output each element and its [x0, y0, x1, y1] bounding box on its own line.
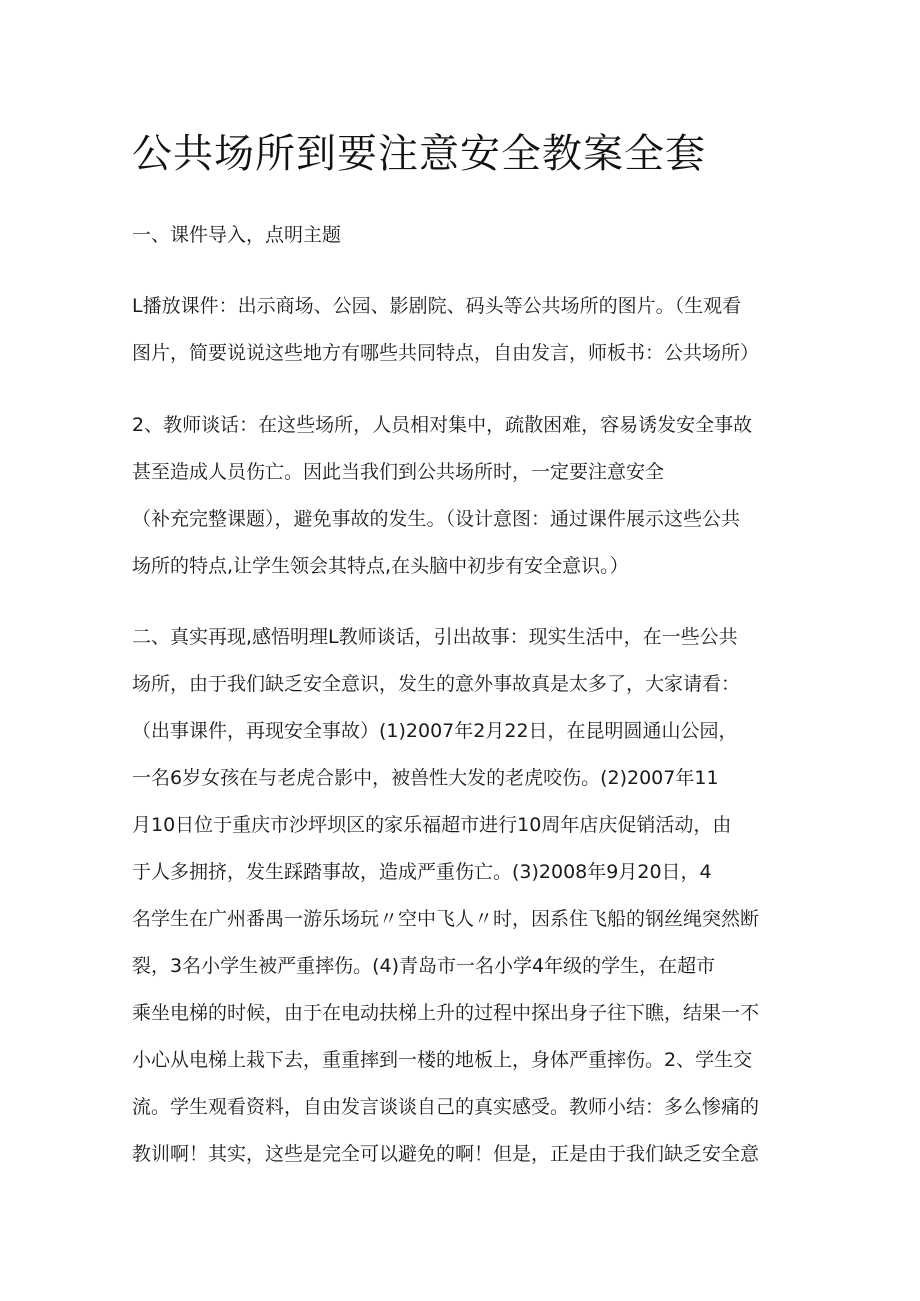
paragraph-1 [132, 283, 800, 377]
paragraph-3 [132, 614, 800, 1178]
document-title: 公共场所到要注意安全教案全套 [132, 131, 706, 177]
paragraph-line: L播放课件：出示商场、公园、影剧院、码头等公共场所的图片。（生观看 [132, 295, 742, 317]
paragraph-line: （出事课件，再现安全事故）(1)2007年2月22日，在昆明圆通山公园， [132, 720, 738, 742]
paragraph-line: 于人多拥挤，发生踩踏事故，造成严重伤亡。(3)2008年9月20日，4 [132, 861, 712, 883]
paragraph-line: 2、教师谈话：在这些场所，人员相对集中，疏散困难，容易诱发安全事故 [132, 414, 753, 436]
paragraph-line: 图片，简要说说这些地方有哪些共同特点，自由发言，师板书：公共场所） [132, 342, 760, 364]
section-heading-text: 一、课件导入，点明主题 [132, 224, 342, 246]
paragraph-line: 月10日位于重庆市沙坪坝区的家乐福超市进行10周年店庆促销活动，由 [132, 814, 732, 836]
paragraph-line: 一名6岁女孩在与老虎合影中，被兽性大发的老虎咬伤。(2)2007年11 [132, 767, 719, 789]
paragraph-line: 小心从电梯上栽下去，重重摔到一楼的地板上，身体严重摔伤。2、学生交 [132, 1049, 753, 1071]
paragraph-line: 场所的特点,让学生领会其特点,在头脑中初步有安全意识。） [132, 555, 629, 577]
paragraph-line: 教训啊！其实，这些是完全可以避免的啊！但是，正是由于我们缺乏安全意 [132, 1143, 760, 1165]
paragraph-line: 名学生在广州番禺一游乐场玩〃空中飞人〃时，因系住飞船的钢丝绳突然断 [132, 908, 760, 930]
paragraph-line: 场所，由于我们缺乏安全意识，发生的意外事故真是太多了，大家请看： [132, 673, 741, 695]
paragraph-line: 流。学生观看资料，自由发言谈谈自己的真实感受。教师小结：多么惨痛的 [132, 1096, 760, 1118]
paragraph-2 [132, 402, 800, 590]
paragraph-line: 甚至造成人员伤亡。因此当我们到公共场所时，一定要注意安全 [132, 461, 665, 483]
paragraph-line: （补充完整课题），避免事故的发生。（设计意图：通过课件展示这些公共 [132, 508, 741, 530]
paragraph-line: 裂，3名小学生被严重摔伤。(4)青岛市一名小学4年级的学生，在超市 [132, 955, 716, 977]
paragraph-line: 乘坐电梯的时候，由于在电动扶梯上升的过程中探出身子往下瞧，结果一不 [132, 1002, 760, 1024]
section-heading [132, 212, 800, 259]
paragraph-line: 二、真实再现,感悟明理L教师谈话，引出故事：现实生活中，在一些公共 [132, 626, 738, 648]
